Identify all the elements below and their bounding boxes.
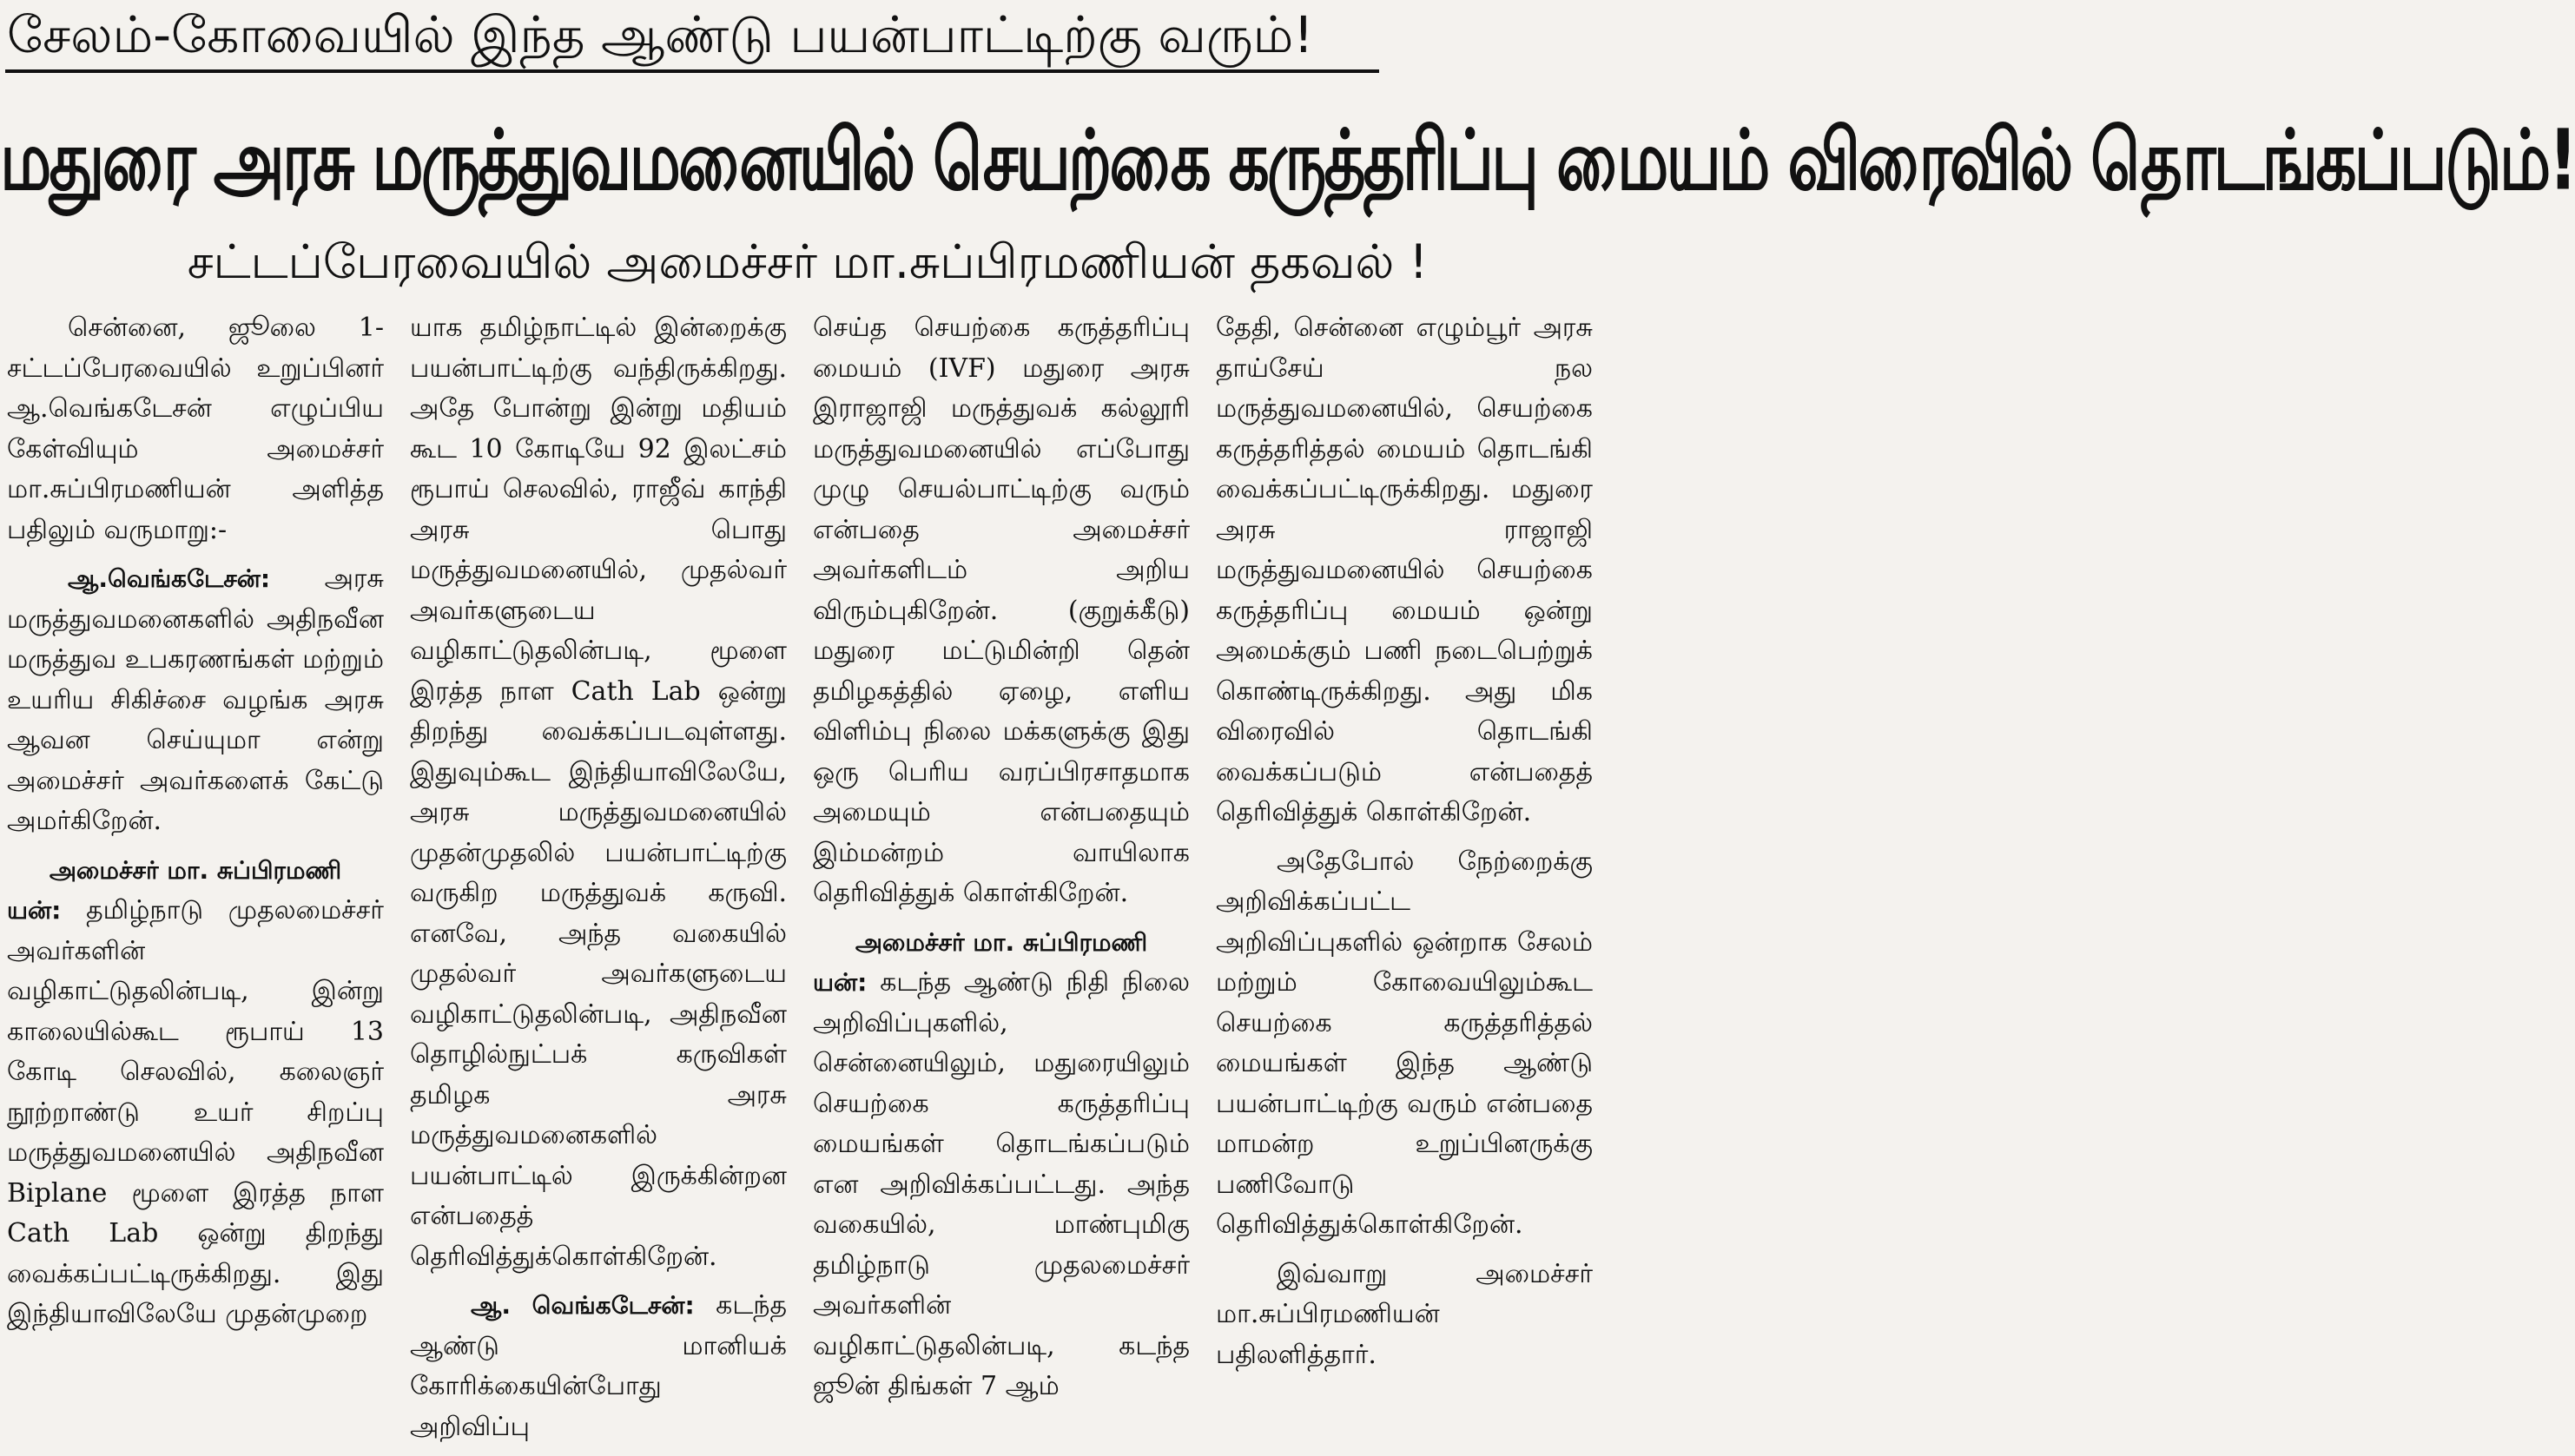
speaker-name: அமைச்சர் மா. சுப்பிரமணி — [855, 927, 1148, 957]
question-1 — [7, 559, 384, 842]
speaker-name-continued: யன்: — [813, 968, 868, 997]
speaker-name: ஆ.வெங்கடேசன்: — [68, 564, 271, 593]
question-2-text: கடந்த ஆண்டு மானியக் கோரிக்கையின்போது அறிவிப்பு — [410, 1290, 787, 1442]
kicker-headline: சேலம்-கோவையில் இந்த ஆண்டு பயன்பாட்டிற்கு வரும்! — [5, 3, 1379, 73]
speaker-name-continued: யன்: — [7, 896, 62, 925]
column-3 — [813, 308, 1190, 1456]
column-1 — [7, 308, 384, 1456]
column-2 — [410, 308, 787, 1456]
question-2 — [410, 1286, 787, 1447]
article-body — [7, 308, 1593, 1442]
answer-1-continued: யாக தமிழ்நாட்டில் இன்றைக்கு பயன்பாட்டிற்கு வந்திருக்கிறது. அதே போன்று இன்று மதியம் கூட 10 கோடியே 92 இலட்சம் ரூபாய் செலவில், ராஜீவ் காந்தி அரசு பொது மருத்துவமனையில், முதல்வர் அவர்களுடைய வழிகாட்டுதலின்படி, மூளை இரத்த நாள Cath Lab ஒன்று திறந்து வைக்கப்படவுள்ளது. இதுவும்கூட இந்தியாவிலேயே, அரசு மருத்துவமனையில் முதன்முதலில் பயன்பாட்டிற்கு வருகிற மருத்துவக் கருவி. எனவே, அந்த வகையில் முதல்வர் அவர்களுடைய வழிகாட்டுதலின்படி, அதிநவீன தொழில்நுட்பக் கருவிகள் தமிழக அரசு மருத்துவமனைகளில் பயன்பாட்டில் இருக்கின்றன என்பதைத் தெரிவித்துக்கொள்கிறேன். — [410, 313, 787, 1272]
column-4 — [1216, 308, 1593, 1456]
answer-1-text: தமிழ்நாடு முதலமைச்சர் அவர்களின் வழிகாட்டுதலின்படி, இன்று காலையில்கூட ரூபாய் 13 கோடி செலவில், கலைஞர் நூற்றாண்டு உயர் சிறப்பு மருத்துவமனையில் அதிநவீன Biplane மூளை இரத்த நாள Cath Lab ஒன்று திறந்து வைக்கப்பட்டிருக்கிறது. இது இந்தியாவிலேயே முதன்முறை — [7, 895, 384, 1329]
answer-2 — [813, 923, 1190, 1407]
question-1-text: அரசு மருத்துவமனைகளில் அதிநவீன மருத்துவ உபகரணங்கள் மற்றும் உயரிய சிகிச்சை வழங்க அரசு ஆவன செய்யுமா என்று அமைச்சர் அவர்களைக் கேட்டு அமர்கிறேன். — [7, 563, 385, 836]
speaker-name: ஆ. வெங்கடேசன்: — [471, 1291, 695, 1320]
answer-2-text: கடந்த ஆண்டு நிதி நிலை அறிவிப்புகளில், சென்னையிலும், மதுரையிலும் செயற்கை கருத்தரிப்பு மையங்கள் தொடங்கப்படும் என அறிவிக்கப்பட்டது. அந்த வகையில், மாண்புமிகு தமிழ்நாடு முதலமைச்சர் அவர்களின் வழிகாட்டுதலின்படி, கடந்த ஜூன் திங்கள் 7 ஆம் — [813, 967, 1190, 1401]
speaker-name: அமைச்சர் மா. சுப்பிரமணி — [49, 855, 342, 885]
answer-2-continued: தேதி, சென்னை எழும்பூர் அரசு தாய்சேய் நல மருத்துவமனையில், செயற்கை கருத்தரித்தல் மையம் தொடங்கி வைக்கப்பட்டிருக்கிறது. மதுரை அரசு ராஜாஜி மருத்துவமனையில் செயற்கை கருத்தரிப்பு மையம் ஒன்று அமைக்கும் பணி நடைபெற்றுக் கொண்டிருக்கிறது. அது மிக விரைவில் தொடங்கி வைக்கப்படும் என்பதைத் தெரிவித்துக் கொள்கிறேன். — [1216, 313, 1593, 827]
answer-1 — [7, 851, 384, 1335]
subheadline: சட்டப்பேரவையில் அமைச்சர் மா.சுப்பிரமணியன் தகவல் ! — [187, 234, 1429, 289]
question-2-continued: செய்த செயற்கை கருத்தரிப்பு மையம் (IVF) மதுரை அரசு இராஜாஜி மருத்துவக் கல்லூரி மருத்துவமனையில் எப்போது முழு செயல்பாட்டிற்கு வரும் என்பதை அமைச்சர் அவர்களிடம் அறிய விரும்புகிறேன். (குறுக்கீடு) மதுரை மட்டுமின்றி தென் தமிழகத்தில் ஏழை, எளிய விளிம்பு நிலை மக்களுக்கு இது ஒரு பெரிய வரப்பிரசாதமாக அமையும் என்பதையும் இம்மன்றம் வாயிலாக தெரிவித்துக் கொள்கிறேன். — [813, 313, 1190, 908]
closing-paragraph: இவ்வாறு அமைச்சர் மா.சுப்பிரமணியன் பதிலளித்தார். — [1216, 1258, 1593, 1370]
intro-paragraph: சென்னை, ஜூலை 1- சட்டப்பேரவையில் உறுப்பினர் ஆ.வெங்கடேசன் எழுப்பிய கேள்வியும் அமைச்சர் மா.சுப்பிரமணியன் அளித்த பதிலும் வருமாறு:- — [7, 313, 384, 545]
paragraph-salem-kovai: அதேபோல் நேற்றைக்கு அறிவிக்கப்பட்ட அறிவிப்புகளில் ஒன்றாக சேலம் மற்றும் கோவையிலும்கூட செயற்கை கருத்தரித்தல் மையங்கள் இந்த ஆண்டு பயன்பாட்டிற்கு வரும் என்பதை மாமன்ற உறுப்பினருக்கு பணிவோடு தெரிவித்துக்கொள்கிறேன். — [1216, 846, 1593, 1240]
main-headline: மதுரை அரசு மருத்துவமனையில் செயற்கை கருத்தரிப்பு மையம் விரைவில் தொடங்கப்படும்! — [0, 112, 2575, 209]
